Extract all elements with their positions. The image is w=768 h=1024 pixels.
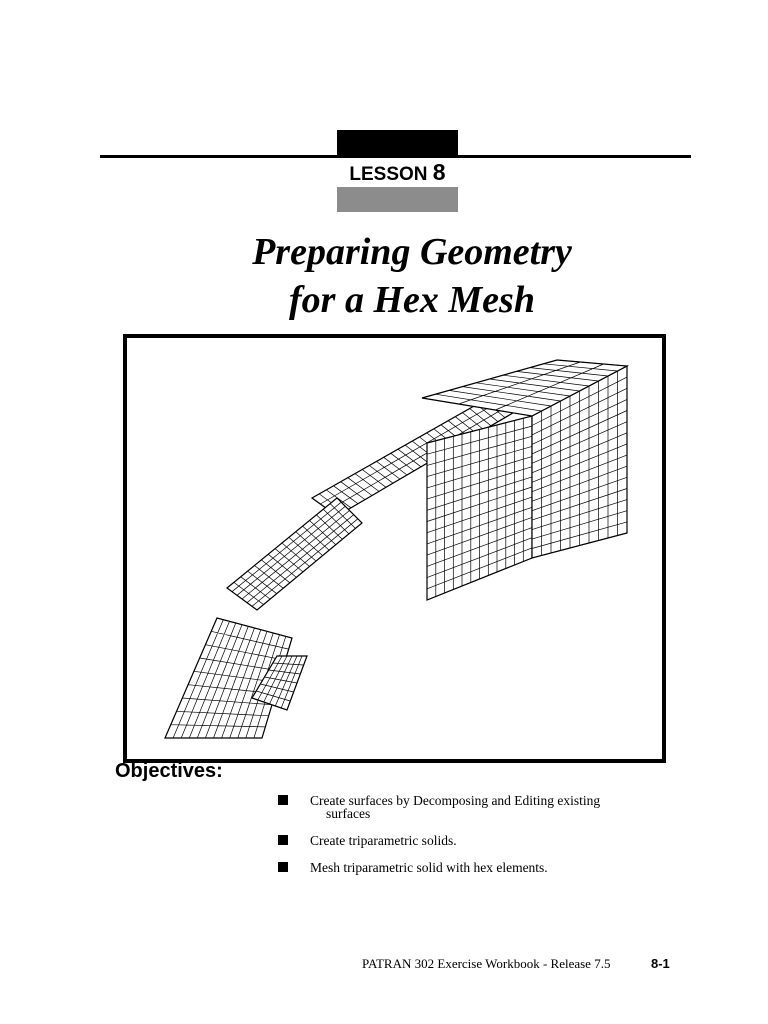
square-bullet-icon	[278, 835, 288, 845]
mesh-sloped-segment	[227, 498, 362, 610]
lesson-tab-black	[337, 130, 458, 157]
square-bullet-icon	[278, 795, 288, 805]
square-bullet-icon	[278, 862, 288, 872]
footer-workbook-title: PATRAN 302 Exercise Workbook - Release 7.5	[362, 956, 611, 971]
page-title	[150, 228, 674, 324]
objective-item	[278, 861, 678, 874]
figure-frame	[123, 334, 666, 763]
lesson-number: 8	[432, 159, 446, 185]
lesson-tab-gray	[337, 187, 458, 212]
title-line-1: Preparing Geometry	[252, 231, 572, 273]
objective-item	[278, 834, 678, 847]
objective-text: Create triparametric solids.	[310, 833, 457, 848]
objectives-heading: Objectives:	[115, 760, 223, 782]
objective-text: Mesh triparametric solid with hex elements.	[310, 860, 548, 875]
lesson-word: LESSON	[349, 164, 428, 185]
mesh-right-block-face	[427, 416, 532, 600]
footer-page-number: 8-1	[651, 956, 670, 971]
title-line-2: for a Hex Mesh	[289, 279, 535, 321]
objective-item	[278, 794, 678, 820]
hex-mesh-icon	[127, 338, 662, 759]
lesson-label	[337, 158, 458, 189]
objectives-list	[278, 794, 678, 888]
objective-text-continuation: surfaces	[326, 806, 371, 821]
objective-text: Create surfaces by Decomposing and Editing existing	[310, 793, 601, 808]
